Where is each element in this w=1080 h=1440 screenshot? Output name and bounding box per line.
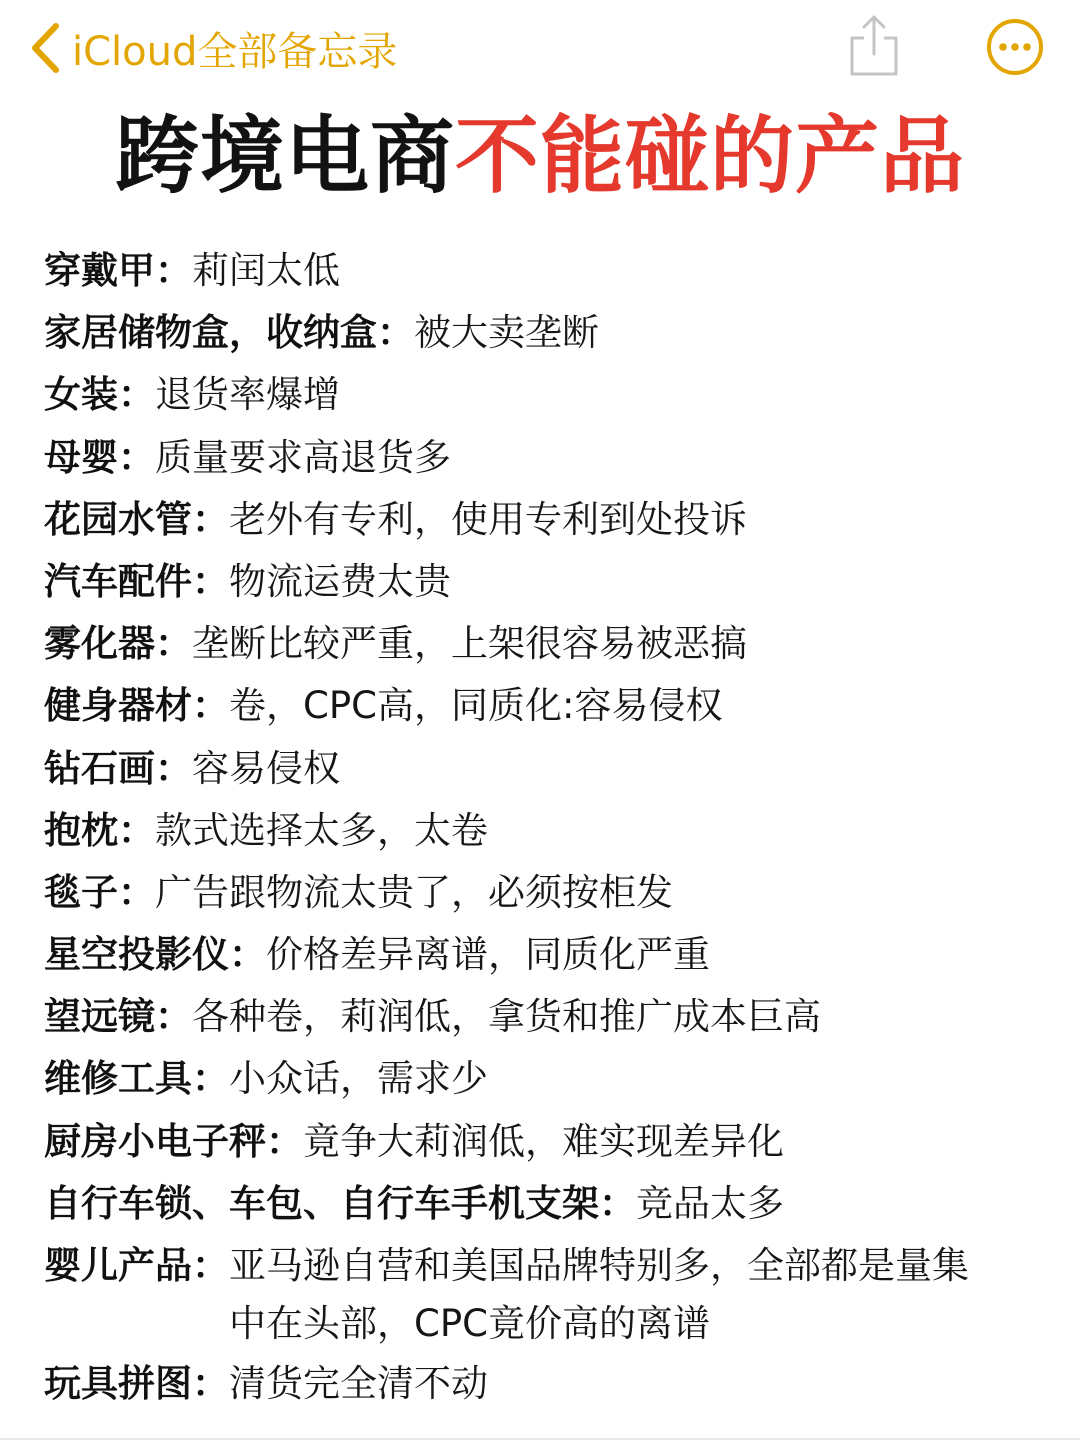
item-value: 容易侵权	[192, 746, 340, 790]
item-key: 厨房小电子秤：	[44, 1119, 303, 1163]
list-item	[44, 924, 1044, 986]
item-value: 小众话，需求少	[229, 1057, 488, 1101]
product-list	[44, 240, 1044, 1415]
more-button[interactable]	[986, 18, 1044, 76]
chevron-left-icon	[28, 22, 62, 74]
item-value: 质量要求高退货多	[155, 435, 451, 479]
navigation-bar	[0, 0, 1080, 96]
list-item	[44, 302, 1044, 364]
item-key: 望远镜：	[44, 995, 192, 1039]
item-key: 母婴：	[44, 435, 155, 479]
item-value: 竞品太多	[636, 1181, 784, 1225]
list-item	[44, 1353, 1044, 1415]
list-item	[44, 675, 1044, 737]
item-value: 老外有专利，使用专利到处投诉	[229, 497, 747, 541]
item-value: 清货完全清不动	[229, 1362, 488, 1405]
list-item	[44, 364, 1044, 426]
item-key: 健身器材：	[44, 684, 229, 728]
item-key: 钻石画：	[44, 746, 192, 790]
item-key: 花园水管：	[44, 497, 229, 541]
list-item	[44, 862, 1044, 924]
item-value: 竟争大莉润低，难实现差异化	[303, 1119, 784, 1163]
item-key: 家居储物盒，收纳盒：	[44, 311, 414, 355]
list-item	[44, 427, 1044, 489]
note-title	[0, 104, 1080, 208]
item-value: 垄断比较严重，上架很容易被恶搞	[192, 622, 747, 666]
item-value: 广告跟物流太贵了，必须按柜发	[155, 870, 673, 914]
item-value: 各种卷，莉润低，拿货和推广成本巨高	[192, 995, 821, 1039]
title-part-black: 跨境电商	[114, 107, 455, 205]
item-key: 汽车配件：	[44, 559, 229, 603]
item-key: 毯子：	[44, 870, 155, 914]
share-icon	[846, 12, 902, 80]
list-item	[44, 551, 1044, 613]
list-item	[44, 1111, 1044, 1173]
back-label: iCloud全部备忘录	[72, 28, 398, 75]
item-value: 物流运费太贵	[229, 559, 451, 603]
item-value: 莉闰太低	[192, 249, 340, 292]
list-item	[44, 800, 1044, 862]
item-key: 婴儿产品：	[44, 1244, 229, 1287]
more-icon	[986, 18, 1044, 76]
item-value: 退货率爆增	[155, 373, 340, 417]
list-item	[44, 738, 1044, 800]
list-item	[44, 240, 1044, 302]
list-item	[44, 986, 1044, 1048]
back-button[interactable]	[28, 18, 397, 78]
item-key: 玩具拼图：	[44, 1362, 229, 1405]
item-key: 雾化器：	[44, 622, 192, 666]
list-item	[44, 1173, 1044, 1235]
item-value: 卷，CPC高，同质化:容易侵权	[229, 684, 723, 728]
title-part-red: 不能碰的产品	[455, 107, 966, 205]
item-key: 维修工具：	[44, 1057, 229, 1101]
item-value: 价格差异离谱，同质化严重	[266, 933, 710, 977]
item-key: 穿戴甲：	[44, 249, 192, 292]
item-key: 星空投影仪：	[44, 933, 266, 977]
list-item	[44, 1048, 1044, 1110]
item-value: 亚马逊自营和美国品牌特别多，全部都是量集中在头部，CPC竟价高的离谱	[229, 1244, 969, 1345]
list-item	[44, 1235, 1044, 1353]
list-item	[44, 613, 1044, 675]
item-key: 抱枕：	[44, 808, 155, 852]
item-value: 被大卖垄断	[414, 311, 599, 355]
share-button[interactable]	[846, 12, 902, 80]
item-key: 女装：	[44, 373, 155, 417]
list-item	[44, 489, 1044, 551]
item-value: 款式选择太多，太卷	[155, 808, 488, 852]
item-key: 自行车锁、车包、自行车手机支架：	[44, 1181, 636, 1225]
